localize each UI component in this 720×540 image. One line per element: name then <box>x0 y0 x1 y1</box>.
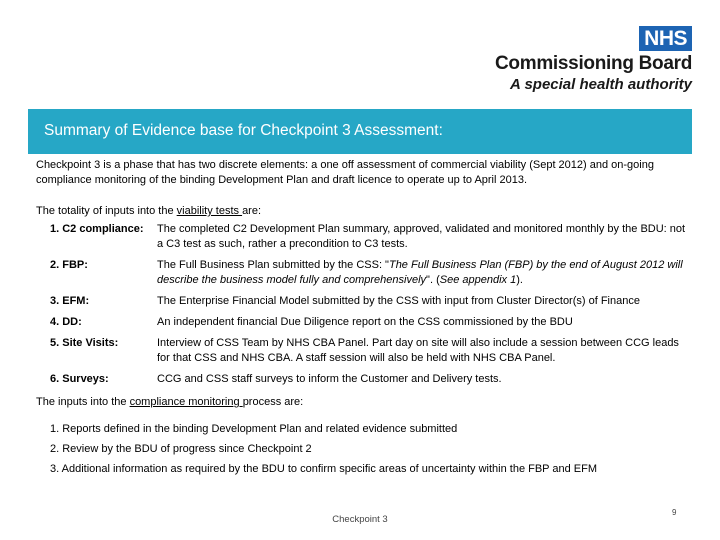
monitor-intro-before: The inputs into the <box>36 396 130 408</box>
table-row <box>50 372 686 393</box>
item-description <box>157 222 686 258</box>
item-label: 5. Site Visits: <box>50 337 119 349</box>
monitoring-list <box>36 422 686 477</box>
compliance-monitoring-link: compliance monitoring <box>129 396 243 408</box>
item-label: 1. C2 compliance: <box>50 223 144 235</box>
table-row <box>50 258 686 294</box>
item-description <box>157 315 686 336</box>
slide-body <box>36 158 686 482</box>
logo-org-name: Commissioning Board <box>495 53 692 74</box>
item-label: 6. Surveys: <box>50 373 109 385</box>
item-text-part: The Full Business Plan submitted by the CSS: " <box>157 259 389 271</box>
monitor-intro <box>36 395 686 410</box>
intro-paragraph: Checkpoint 3 is a phase that has two discrete elements: a one off assessment of commercial viability (Sept 2012) and on-going compliance monitoring of the binding Development Plan and draft licence to operate up to April 2013. <box>36 159 654 186</box>
table-row <box>50 294 686 315</box>
viability-tests-link: viability tests <box>176 205 243 217</box>
inputs-intro-before: The totality of inputs into the <box>36 205 177 217</box>
item-text-part: See appendix 1 <box>439 274 517 286</box>
list-item: 2. Review by the BDU of progress since Checkpoint 2 <box>50 443 312 455</box>
item-description <box>157 372 686 393</box>
item-label: 3. EFM: <box>50 295 90 307</box>
item-text-part: An independent financial Due Diligence report on the CSS commissioned by the BDU <box>157 316 573 328</box>
list-item: 3. Additional information as required by the BDU to confirm specific areas of uncertainty within the FBP and EFM <box>50 463 598 475</box>
slide-title: Summary of Evidence base for Checkpoint 3 Assessment: <box>44 122 443 139</box>
item-text-part: ". ( <box>426 274 440 286</box>
item-description <box>157 258 686 294</box>
table-row <box>50 336 686 372</box>
item-text-part: Interview of CSS Team by NHS CBA Panel. Part day on site will also include a session between CCG leads for that CSS and NHS CBA. A staff session will also be held with NHS CBA Panel. <box>157 337 679 364</box>
nhs-badge: NHS <box>639 26 692 51</box>
inputs-intro-after: are: <box>242 205 262 217</box>
item-description <box>157 294 686 315</box>
title-banner <box>28 109 692 154</box>
table-row <box>50 315 686 336</box>
item-text-part: The Full Business Plan (FBP) by the end of August 2012 will describe the business model fully and comprehensively <box>157 259 683 286</box>
inputs-table <box>50 222 686 393</box>
page-number: 9 <box>672 508 677 517</box>
monitor-intro-after: process are: <box>242 396 304 408</box>
item-description <box>157 336 686 372</box>
list-item: 1. Reports defined in the binding Development Plan and related evidence submitted <box>50 423 458 435</box>
item-label: 2. FBP: <box>50 259 88 271</box>
item-text-part: The completed C2 Development Plan summary, approved, validated and monitored monthly by the BDU: not a C3 test as such, rather a precondition to C3 tests. <box>157 223 686 250</box>
table-row <box>50 222 686 258</box>
logo-tagline: A special health authority <box>510 76 692 93</box>
item-text-part: The Enterprise Financial Model submitted by the CSS with input from Cluster Director(s) of Finance <box>157 295 640 307</box>
footer-label: Checkpoint 3 <box>332 514 388 525</box>
item-text-part: ). <box>516 274 523 286</box>
inputs-intro <box>36 204 686 219</box>
nhs-logo <box>495 26 692 94</box>
item-text-part: CCG and CSS staff surveys to inform the Customer and Delivery tests. <box>157 373 502 385</box>
item-label: 4. DD: <box>50 316 82 328</box>
